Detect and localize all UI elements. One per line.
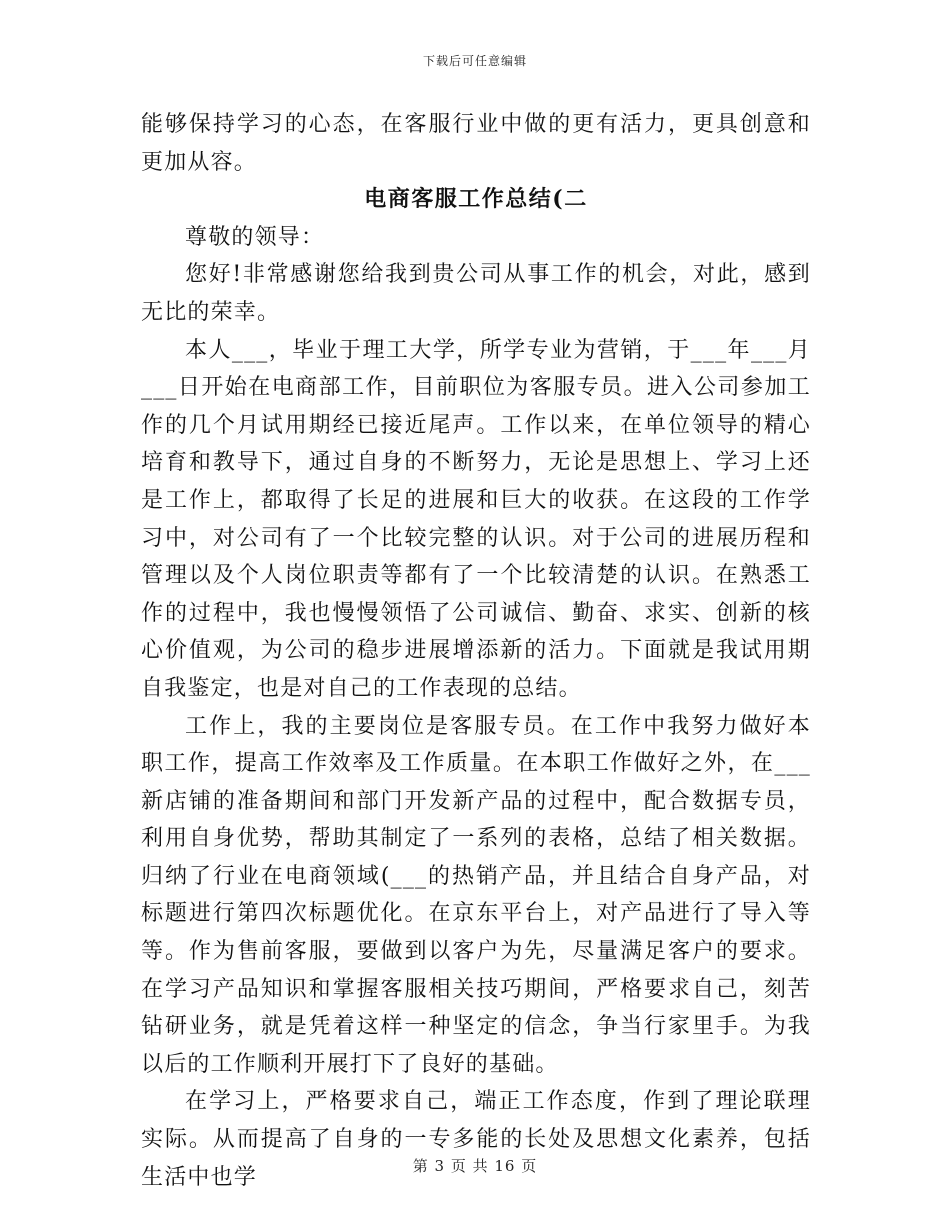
paragraph-work: 工作上，我的主要岗位是客服专员。在工作中我努力做好本职工作，提高工作效率及工作质量。在本职工作做好之外，在___新店铺的准备期间和部门开发新产品的过程中，配合数据专员，利用自身优势，帮助其制定了一系列的表格，总结了相关数据。归纳了行业在电商领域(___的热销产品，并且结合自身产品，对标题进行第四次标题优化。在京东平台上，对产品进行了导入等等。作为售前客服，要做到以客户为先，尽量满足客户的要求。在学习产品知识和掌握客服相关技巧期间，严格要求自己，刻苦钻研业务，就是凭着这样一种坚定的信念，争当行家里手。为我以后的工作顺利开展打下了良好的基础。: [141, 713, 811, 1077]
page-footer: 第 3 页 共 16 页: [412, 1157, 538, 1175]
paragraph-study: 在学习上，严格要求自己，端正工作态度，作到了理论联理实际。从而提高了自身的一专多能的长处及思想文化素养，包括生活中也学: [141, 1089, 811, 1190]
paragraph-introduction: 本人___，毕业于理工大学，所学专业为营销，于___年___月___日开始在电商部工作，目前职位为客服专员。进入公司参加工作的几个月试用期经已接近尾声。工作以来，在单位领导的精心培育和教导下，通过自身的不断努力，无论是思想上、学习上还是工作上，都取得了长足的进展和巨大的收获。在这段的工作学习中，对公司有了一个比较完整的认识。对于公司的进展历程和管理以及个人岗位职责等都有了一个比较清楚的认识。在熟悉工作的过程中，我也慢慢领悟了公司诚信、勤奋、求实、创新的核心价值观，为公司的稳步进展增添新的活力。下面就是我试用期自我鉴定，也是对自己的工作表现的总结。: [141, 337, 811, 701]
document-body: [141, 106, 811, 1196]
page-header: 下载后可任意编辑: [422, 54, 527, 68]
section-title: 电商客服工作总结(二: [364, 186, 588, 213]
salutation: 尊敬的领导：: [185, 224, 325, 250]
paragraph-continuation: 能够保持学习的心态，在客服行业中做的更有活力，更具创意和更加从容。: [141, 112, 811, 175]
paragraph-greeting: 您好!非常感谢您给我到贵公司从事工作的机会，对此，感到无比的荣幸。: [141, 262, 811, 325]
